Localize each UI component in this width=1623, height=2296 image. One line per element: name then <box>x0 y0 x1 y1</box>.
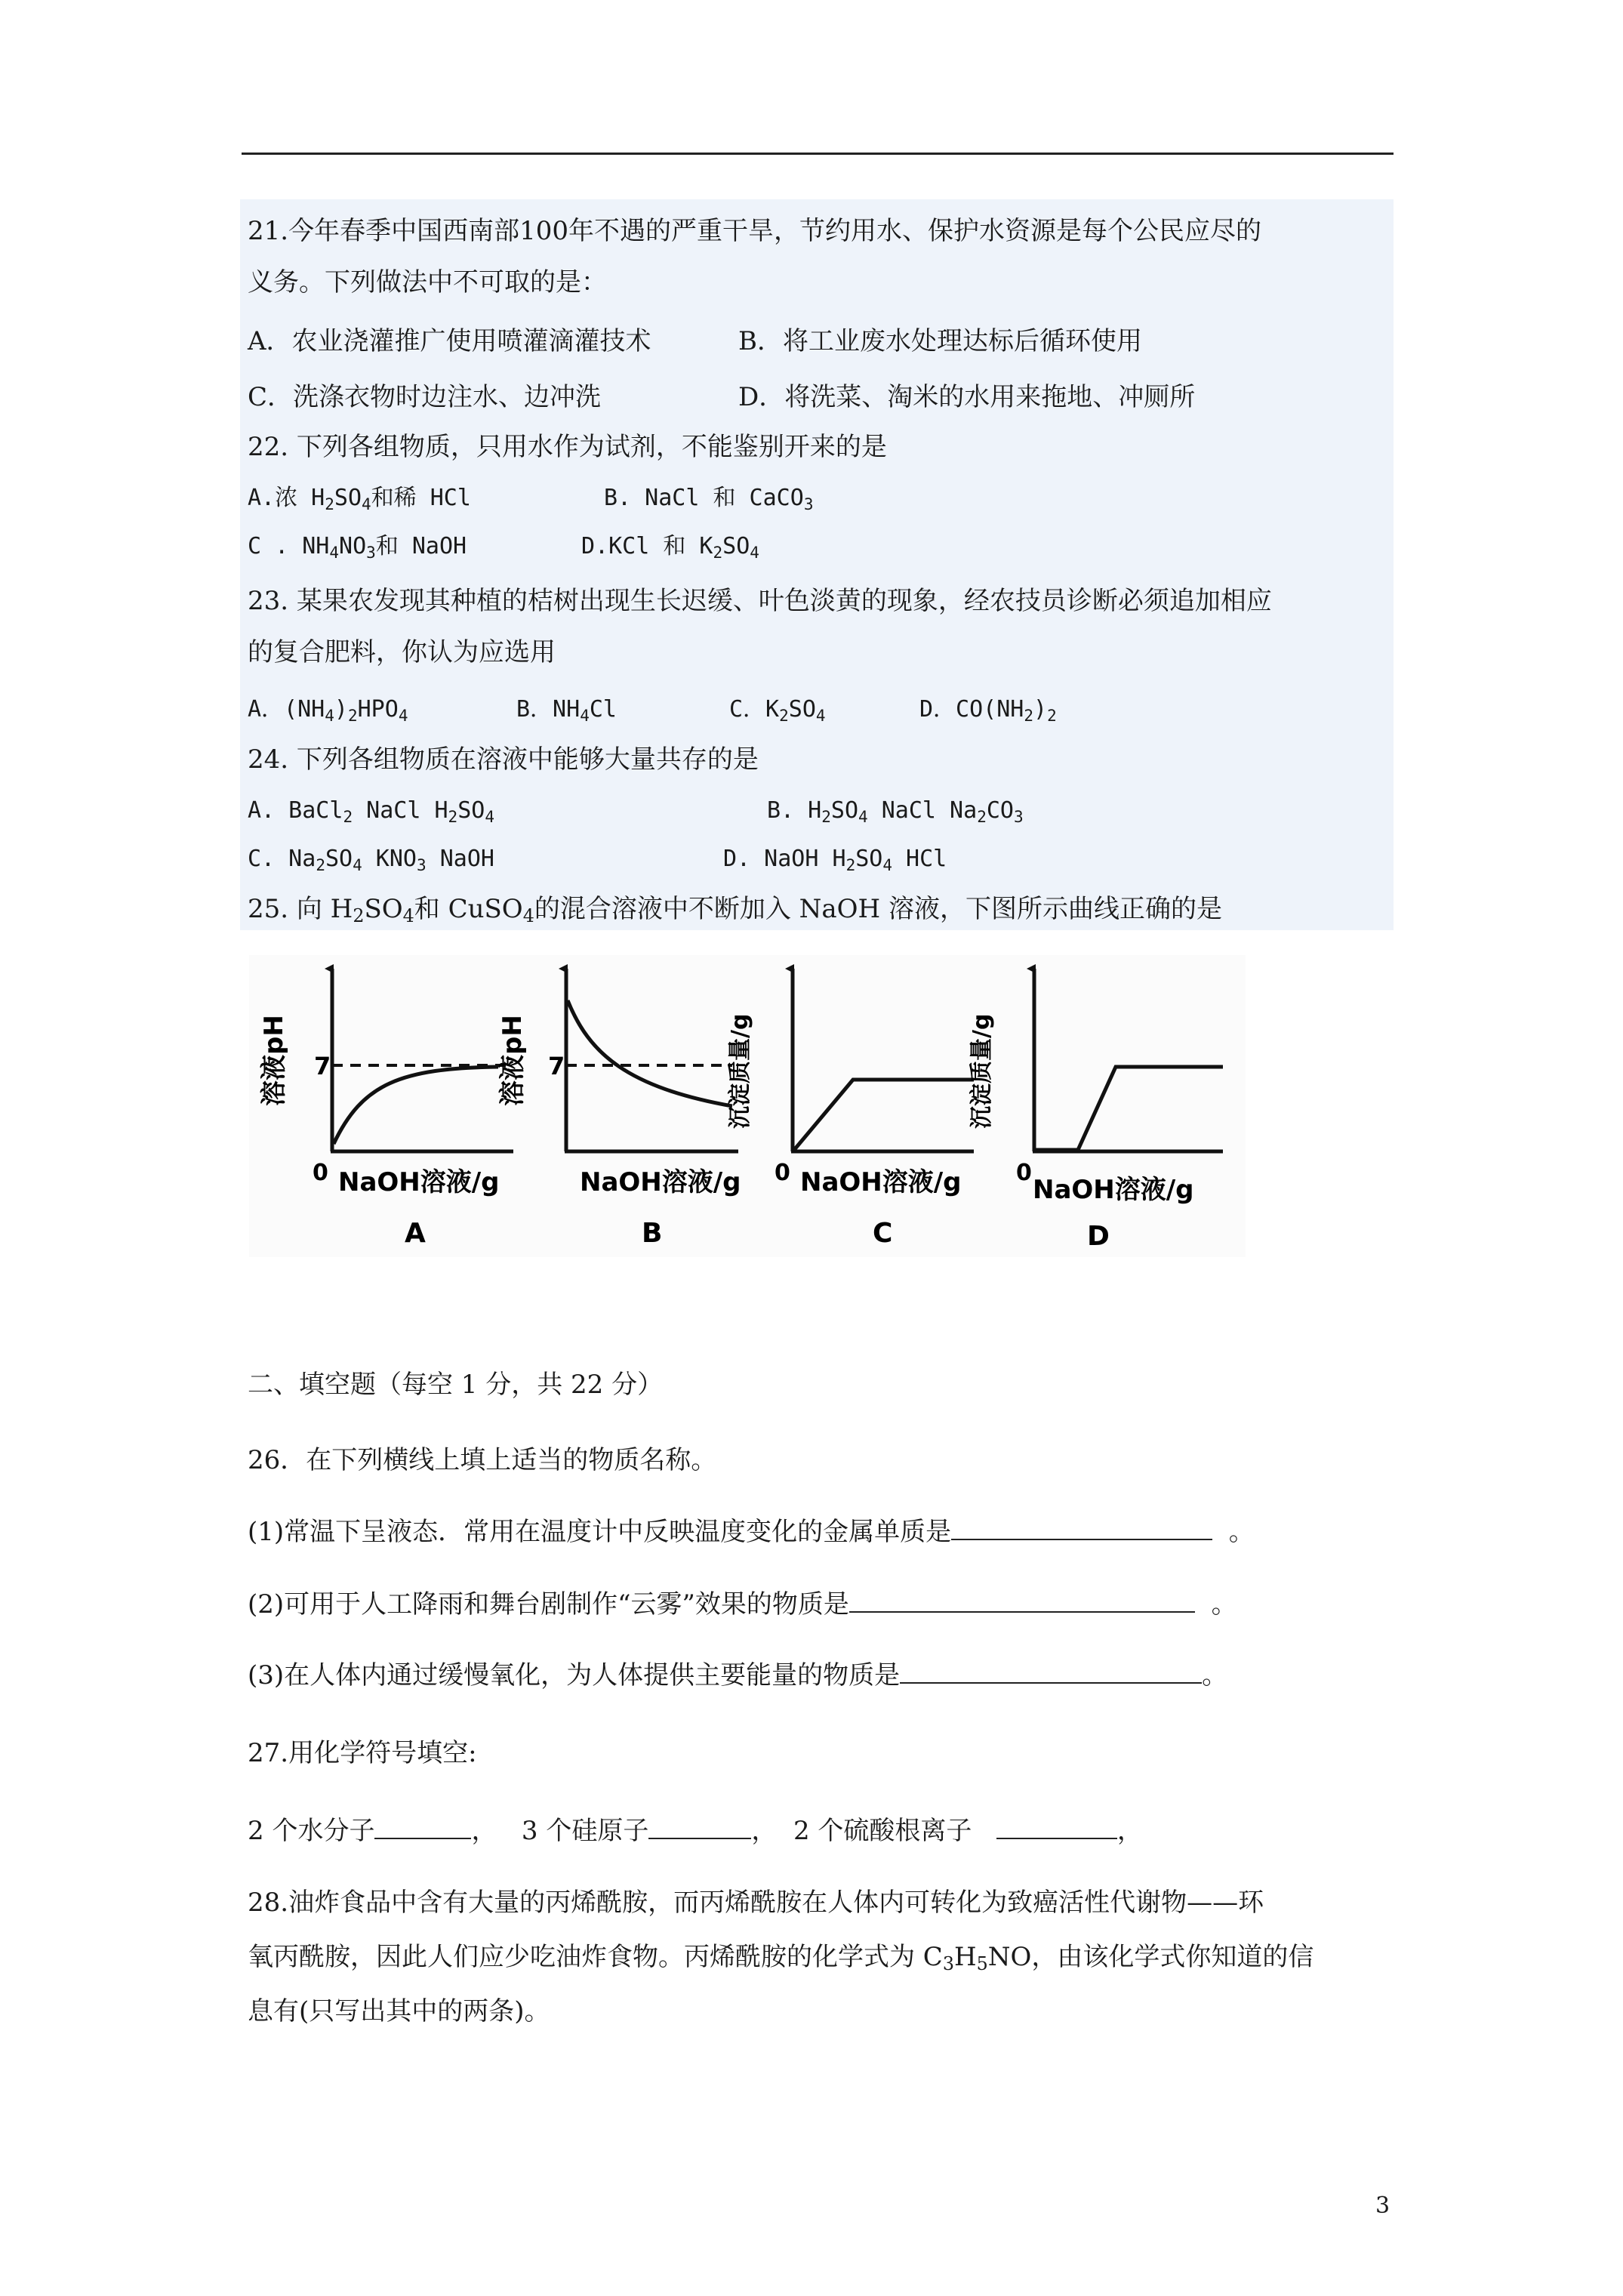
q24-stem: 24. 下列各组物质在溶液中能够大量共存的是 <box>248 744 759 775</box>
q23-line2: 的复合肥料，你认为应选用 <box>248 637 556 667</box>
q23-option-b: B．$NH_4Cl$ <box>516 696 617 725</box>
graph-b-curve <box>568 1000 732 1106</box>
graph-a-curve <box>334 1067 498 1144</box>
graph-a-y-label: 溶液pH <box>259 1015 289 1106</box>
q21-line2: 义务。下列做法中不可取的是： <box>248 267 607 297</box>
q22-stem: 22. 下列各组物质，只用水作为试剂，不能鉴别开来的是 <box>248 432 887 462</box>
q27-items: 2 个水分子 ， 3 个硅原子 ， 2 个硫酸根离子 ， <box>248 1816 1143 1846</box>
graph-d-curve <box>1034 1067 1223 1150</box>
q21-option-a: A．农业浇灌推广使用喷灌滴灌技术 <box>248 326 651 356</box>
q26-item2-blank[interactable] <box>849 1589 1195 1613</box>
q24-option-d: D. NaOH $H_2SO_4$ HCl <box>723 846 947 874</box>
q26-item1: (1)常温下呈液态．常用在温度计中反映温度变化的金属单质是 。 <box>248 1517 1255 1547</box>
graph-a-letter: A <box>405 1218 426 1249</box>
q22-option-d: D.KCl 和 $K_2SO_4$ <box>581 533 759 562</box>
q25-graphs <box>249 955 1246 1257</box>
graph-c-zero: 0 <box>775 1160 790 1186</box>
q24-option-c: C. $Na_2SO_4$ $KNO_3$ NaOH <box>248 846 494 874</box>
graph-a-seven: 7 <box>314 1052 331 1080</box>
q26-item2: (2)可用于人工降雨和舞台剧制作“云雾”效果的物质是 。 <box>248 1589 1237 1620</box>
graph-b <box>497 969 741 1249</box>
graph-a-zero: 0 <box>313 1160 328 1186</box>
q23-line1: 23. 某果农发现其种植的桔树出现生长迟缓、叶色淡黄的现象，经农技员诊断必须追加相应 <box>248 586 1272 616</box>
graph-c-letter: C <box>873 1218 893 1249</box>
q28-line3: 息有(只写出其中的两条)。 <box>248 1996 550 2026</box>
q26-item3: (3)在人体内通过缓慢氧化，为人体提供主要能量的物质是 。 <box>248 1660 1228 1690</box>
q28-line1: 28.油炸食品中含有大量的丙烯酰胺，而丙烯酰胺在人体内可转化为致癌活性代谢物——环 <box>248 1888 1264 1918</box>
q26-stem: 26．在下列横线上填上适当的物质名称。 <box>248 1445 717 1475</box>
q21-option-d: D．将洗菜、淘米的水用来拖地、冲厕所 <box>738 382 1196 412</box>
q27-stem: 27.用化学符号填空: <box>248 1738 477 1768</box>
q22-option-a: A.浓 $H_2SO_4$和稀 HCl <box>248 485 471 513</box>
q22-option-b: B. NaCl 和 CaCO$_3$ <box>604 485 814 513</box>
graph-b-x-label: NaOH溶液/g <box>580 1167 741 1197</box>
graph-b-letter: B <box>642 1218 663 1249</box>
graph-a-x-label: NaOH溶液/g <box>338 1167 500 1197</box>
q21-option-b: B．将工业废水处理达标后循环使用 <box>738 326 1142 356</box>
q25-stem: 25. 向 $H_2SO_4$和 CuSO$_4$的混合溶液中不断加入 NaOH 溶液，下图所示曲线正确的是 <box>248 894 1222 926</box>
q24-option-b: B. $H_2SO_4$ NaCl $Na_2CO_3$ <box>767 797 1024 826</box>
q26-item1-blank[interactable] <box>951 1516 1212 1540</box>
q21-option-c: C．洗涤衣物时边注水、边冲洗 <box>248 382 602 412</box>
graph-b-y-label: 溶液pH <box>497 1015 528 1106</box>
header-rule <box>242 153 1394 155</box>
graph-d <box>969 969 1223 1252</box>
graph-d-y-label: 沉淀质量/g <box>969 1013 995 1129</box>
q22-option-c: C . $NH_4NO_3$和 NaOH <box>248 533 467 562</box>
q27-blank-a[interactable] <box>374 1815 471 1839</box>
graph-c-y-label: 沉淀质量/g <box>727 1013 753 1129</box>
q26-item3-blank[interactable] <box>900 1660 1202 1684</box>
q23-option-a: A．$(NH_4)_2HPO_4$ <box>248 696 408 725</box>
graph-a <box>259 969 513 1249</box>
q27-blank-c[interactable] <box>996 1815 1117 1839</box>
q25-graphs-svg <box>249 955 1246 1257</box>
q28-line2: 氧丙酰胺，因此人们应少吃油炸食物。丙烯酰胺的化学式为 $C_3H_5NO$，由该化学式你知道的信 <box>248 1942 1314 1974</box>
q23-option-c: C．$K_2SO_4$ <box>729 696 826 725</box>
graph-c <box>727 969 974 1249</box>
q27-blank-b[interactable] <box>648 1815 751 1839</box>
q24-option-a: A. BaCl$_2$ NaCl $H_2SO_4$ <box>248 797 494 826</box>
q21-line1: 21.今年春季中国西南部100年不遇的严重干旱，节约用水、保护水资源是每个公民应尽的 <box>248 216 1261 246</box>
section2-title: 二、填空题（每空 1 分，共 22 分） <box>248 1370 664 1400</box>
page-number: 3 <box>1375 2193 1390 2219</box>
graph-d-letter: D <box>1087 1221 1110 1252</box>
graph-b-seven: 7 <box>548 1052 565 1080</box>
q23-option-d: D．$CO(NH_2)_2$ <box>919 696 1057 725</box>
graph-c-curve <box>794 1080 974 1150</box>
graph-d-zero: 0 <box>1016 1160 1032 1186</box>
graph-d-x-label: NaOH溶液/g <box>1033 1175 1194 1205</box>
graph-c-x-label: NaOH溶液/g <box>800 1167 962 1197</box>
